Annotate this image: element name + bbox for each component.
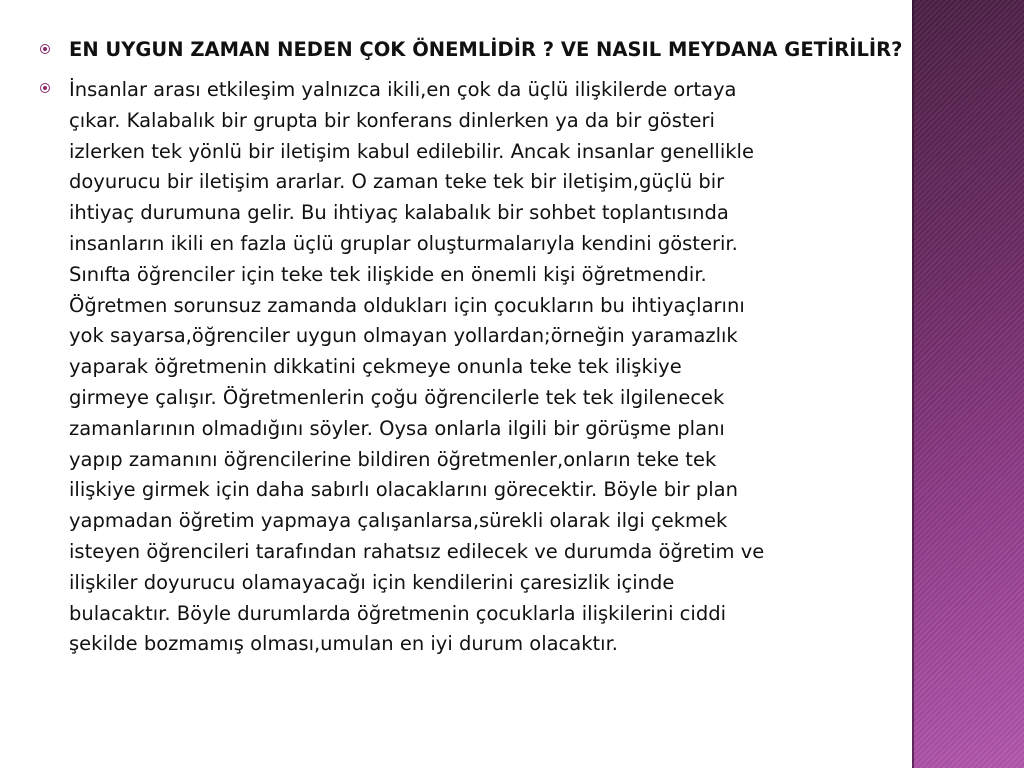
body-line: ihtiyaç durumuna gelir. Bu ihtiyaç kalabalık bir sohbet toplantısında: [69, 201, 729, 225]
body-line: yapıp zamanını öğrencilerine bildiren öğretmenler,onların teke tek: [69, 447, 717, 471]
slide-content: [40, 36, 906, 660]
body-line: ilişkiler doyurucu olamayacağı için kendilerini çaresizlik içinde: [69, 570, 675, 594]
body-line: şekilde bozmamış olması,umulan en iyi durum olacaktır.: [69, 632, 619, 656]
body-line: Öğretmen sorunsuz zamanda oldukları için çocukların bu ihtiyaçlarını: [69, 293, 745, 317]
body-line: İnsanlar arası etkileşim yalnızca ikili,en çok da üçlü ilişkilerde ortaya: [69, 78, 737, 101]
body-line: izlerken tek yönlü bir iletişim kabul edilebilir. Ancak insanlar genellikle: [69, 139, 754, 163]
body-line: ilişkiye girmek için daha sabırlı olacaklarını görecektir. Böyle bir plan: [69, 478, 738, 502]
body-line: isteyen öğrencileri tarafından rahatsız edilecek ve durumda öğretim ve: [69, 539, 765, 563]
body-line: zamanlarının olmadığını söyler. Oysa onlarla ilgili bir görüşme planı: [69, 416, 725, 440]
bullet-heading-text: EN UYGUN ZAMAN NEDEN ÇOK ÖNEMLİDİR ? VE NASIL MEYDANA GETİRİLİR?: [69, 38, 903, 61]
body-line: çıkar. Kalabalık bir grupta bir konferans dinlerken ya da bir gösteri: [69, 108, 715, 132]
bullet-body-paragraph: [40, 75, 906, 660]
body-line: yapmadan öğretim yapmaya çalışanlarsa,sürekli olarak ilgi çekmek: [69, 509, 728, 533]
target-bullet-icon: [40, 44, 50, 54]
body-line: girmeye çalışır. Öğretmenlerin çoğu öğrencilerle tek tek ilgilenecek: [69, 385, 725, 409]
body-line: yok sayarsa,öğrenciler uygun olmayan yollardan;örneğin yaramazlık: [69, 324, 738, 348]
target-bullet-icon: [40, 83, 50, 93]
body-line: doyurucu bir iletişim ararlar. O zaman teke tek bir iletişim,güçlü bir: [69, 170, 725, 194]
body-line: Sınıfta öğrenciler için teke tek ilişkide en önemli kişi öğretmendir.: [69, 262, 707, 286]
decorative-side-panel: [912, 0, 1024, 768]
body-line: insanların ikili en fazla üçlü gruplar oluşturmalarıyla kendini gösterir.: [69, 231, 738, 255]
bullet-heading: [40, 36, 906, 63]
body-line: bulacaktır. Böyle durumlarda öğretmenin çocuklarla ilişkilerini ciddi: [69, 601, 726, 625]
side-panel-edge: [912, 0, 914, 768]
body-line: yaparak öğretmenin dikkatini çekmeye onunla teke tek ilişkiye: [69, 355, 682, 379]
body-paragraph: [69, 75, 906, 660]
